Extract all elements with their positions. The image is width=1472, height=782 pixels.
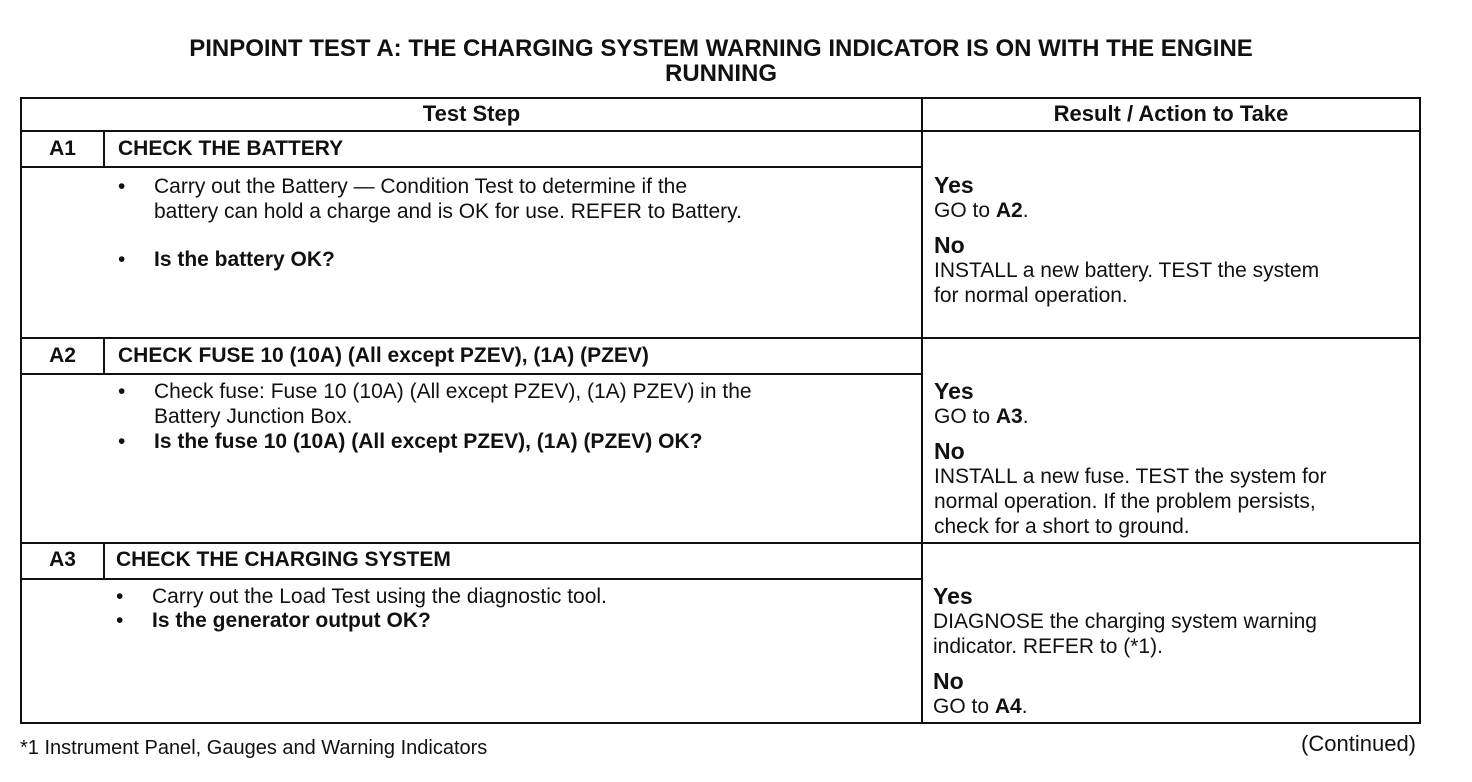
a2-no-line-3: check for a short to ground. (934, 515, 1190, 538)
step-id-a3: A3 (49, 548, 76, 571)
a2-bullet-1-line-2: Battery Junction Box. (154, 405, 353, 428)
a3-bullet-1-text: Carry out the Load Test using the diagnostic tool. (152, 585, 607, 608)
title-line-1: PINPOINT TEST A: THE CHARGING SYSTEM WARNING INDICATOR IS ON WITH THE ENGINE (189, 35, 1253, 62)
a1-title-underline (20, 166, 922, 168)
a3-yes-line-1: DIAGNOSE the charging system warning (933, 610, 1317, 633)
step-title-a3: CHECK THE CHARGING SYSTEM (116, 548, 451, 571)
a2-no-label: No (934, 438, 965, 464)
step-id-divider-a2 (103, 338, 105, 375)
bullet-dot: • (116, 609, 124, 632)
a1-result (934, 172, 1414, 308)
a1-no-line-2: for normal operation. (934, 284, 1128, 307)
continued-marker: (Continued) (1301, 731, 1416, 756)
a1-bullet-1-line-2: battery can hold a charge and is OK for use. REFER to Battery. (154, 200, 742, 223)
footnote: *1 Instrument Panel, Gauges and Warning Indicators (20, 737, 488, 759)
header-result-action: Result / Action to Take (1053, 101, 1289, 126)
a3-no-text: GO to A4. (933, 695, 1028, 718)
a3-yes-line-2: indicator. REFER to (*1). (933, 635, 1163, 658)
a3-result (933, 583, 1417, 719)
a1-bullet-1-line-1: Carry out the Battery — Condition Test to determine if the (154, 175, 688, 198)
a2-bullet-1-line-1: Check fuse: Fuse 10 (10A) (All except PZEV), (1A) PZEV) in the (154, 380, 752, 403)
a2-a3-divider (20, 542, 1421, 544)
step-id-a2: A2 (49, 344, 76, 367)
bullet-dot: • (118, 430, 126, 453)
step-id-divider-a1 (103, 131, 105, 168)
a1-a2-divider (20, 337, 1421, 339)
a3-no-label: No (933, 668, 964, 694)
a2-no-line-1: INSTALL a new fuse. TEST the system for (934, 465, 1327, 488)
a3-bullet-2-text: Is the generator output OK? (152, 609, 431, 632)
step-title-a1: CHECK THE BATTERY (118, 137, 344, 160)
title-line-2: RUNNING (665, 60, 777, 87)
bullet-dot: • (116, 585, 124, 608)
a3-title-underline (20, 578, 922, 580)
bullet-dot: • (118, 175, 126, 198)
a2-no-line-2: normal operation. If the problem persists, (934, 490, 1316, 513)
header-row-divider (20, 130, 1421, 132)
header-test-step: Test Step (422, 101, 521, 126)
column-divider (921, 97, 923, 724)
a1-yes-label: Yes (934, 172, 974, 198)
a1-yes-text: GO to A2. (934, 199, 1029, 222)
page-title (60, 36, 1382, 86)
a1-no-label: No (934, 232, 965, 258)
a2-title-underline (20, 373, 922, 375)
step-id-a1: A1 (49, 137, 76, 160)
bullet-dot: • (118, 248, 126, 271)
a2-bullet-2-text: Is the fuse 10 (10A) (All except PZEV), (1A) (PZEV) OK? (154, 430, 703, 453)
step-title-a2: CHECK FUSE 10 (10A) (All except PZEV), (1A) (PZEV) (118, 344, 649, 367)
bullet-dot: • (118, 380, 126, 403)
a2-result (934, 378, 1418, 539)
a2-yes-text: GO to A3. (934, 405, 1029, 428)
a1-no-line-1: INSTALL a new battery. TEST the system (934, 259, 1320, 282)
a1-bullet-2-text: Is the battery OK? (154, 248, 335, 271)
step-id-divider-a3 (103, 543, 105, 580)
a3-yes-label: Yes (933, 583, 973, 609)
a2-yes-label: Yes (934, 378, 974, 404)
